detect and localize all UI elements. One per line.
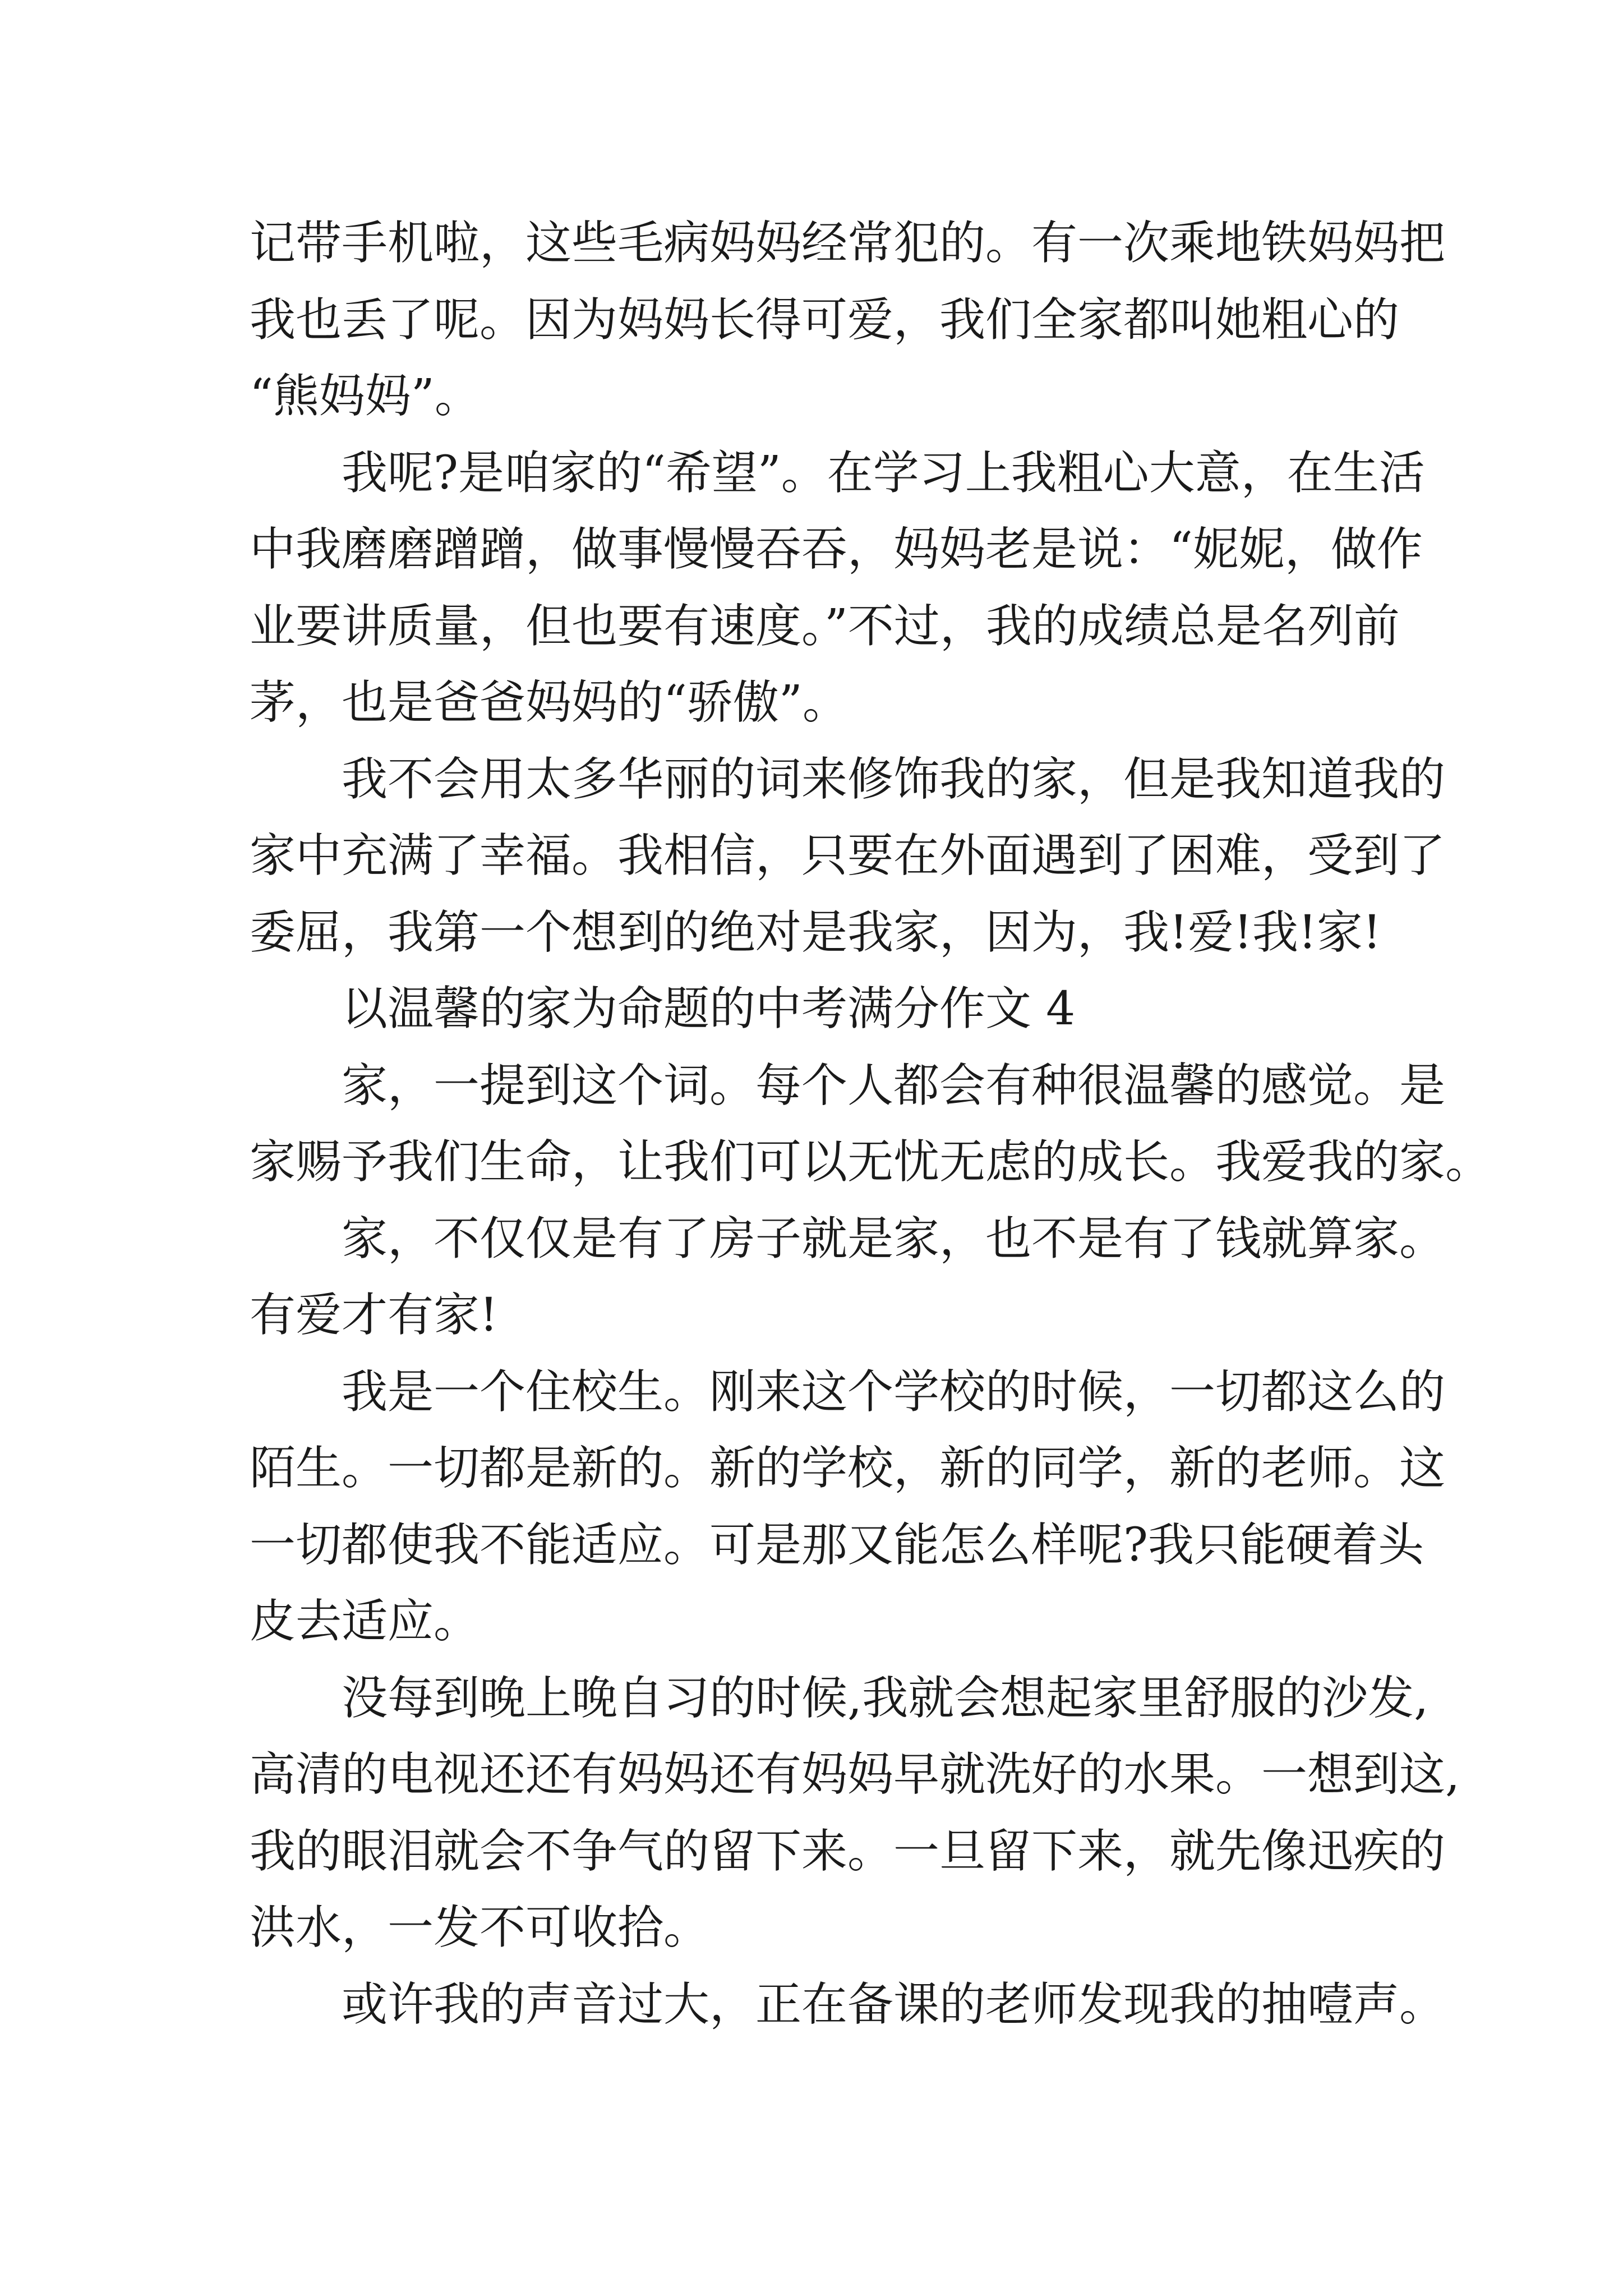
text-line: 陌生。一切都是新的。新的学校，新的同学，新的老师。这 (250, 1442, 1446, 1495)
text-line: 一切都使我不能适应。可是那又能怎么样呢?我只能硬着头 (250, 1518, 1424, 1572)
text-line: 茅，也是爸爸妈妈的“骄傲”。 (250, 676, 849, 729)
text-line: 高清的电视还还有妈妈还有妈妈早就洗好的水果。一想到这, (250, 1748, 1460, 1801)
text-line: 家中充满了幸福。我相信，只要在外面遇到了困难，受到了 (250, 829, 1446, 882)
paragraph-start-line: 我呢?是咱家的“希望”。在学习上我粗心大意，在生活 (342, 446, 1425, 500)
text-line: 我也丢了呢。因为妈妈长得可爱，我们全家都叫她粗心的 (250, 293, 1400, 347)
text-line: 皮去适应。 (250, 1595, 480, 1648)
paragraph-start-line: 我不会用太多华丽的词来修饰我的家，但是我知道我的 (342, 752, 1446, 806)
text-line: 中我磨磨蹭蹭，做事慢慢吞吞，妈妈老是说：“妮妮，做作 (250, 523, 1423, 576)
paragraph-start-line: 没每到晚上晚自习的时候,我就会想起家里舒服的沙发, (342, 1671, 1429, 1725)
text-line: 委屈，我第一个想到的绝对是我家，因为，我!爱!我!家! (250, 905, 1381, 959)
text-line: 记带手机啦，这些毛病妈妈经常犯的。有一次乘地铁妈妈把 (250, 217, 1446, 270)
essay-body (250, 205, 1492, 2043)
text-line: 家赐予我们生命，让我们可以无忧无虑的成长。我爱我的家。 (250, 1135, 1492, 1189)
paragraph-start-line: 我是一个住校生。刚来这个学校的时候，一切都这么的 (342, 1365, 1446, 1419)
text-line: 我的眼泪就会不争气的留下来。一旦留下来，就先像迅疾的 (250, 1824, 1446, 1878)
paragraph-start-line: 家，一提到这个词。每个人都会有种很温馨的感觉。是 (342, 1059, 1446, 1112)
text-line: “熊妈妈”。 (250, 370, 481, 423)
section-heading: 以温馨的家为命题的中考满分作文 4 (342, 982, 1076, 1036)
paragraph-start-line: 或许我的声音过大，正在备课的老师发现我的抽噎声。 (342, 1977, 1446, 2031)
text-line: 洪水，一发不可收拾。 (250, 1901, 710, 1954)
text-line: 有爱才有家! (250, 1289, 498, 1342)
paragraph-start-line: 家，不仅仅是有了房子就是家，也不是有了钱就算家。 (342, 1212, 1446, 1266)
text-line: 业要讲质量，但也要有速度。”不过，我的成绩总是名列前 (250, 599, 1400, 653)
